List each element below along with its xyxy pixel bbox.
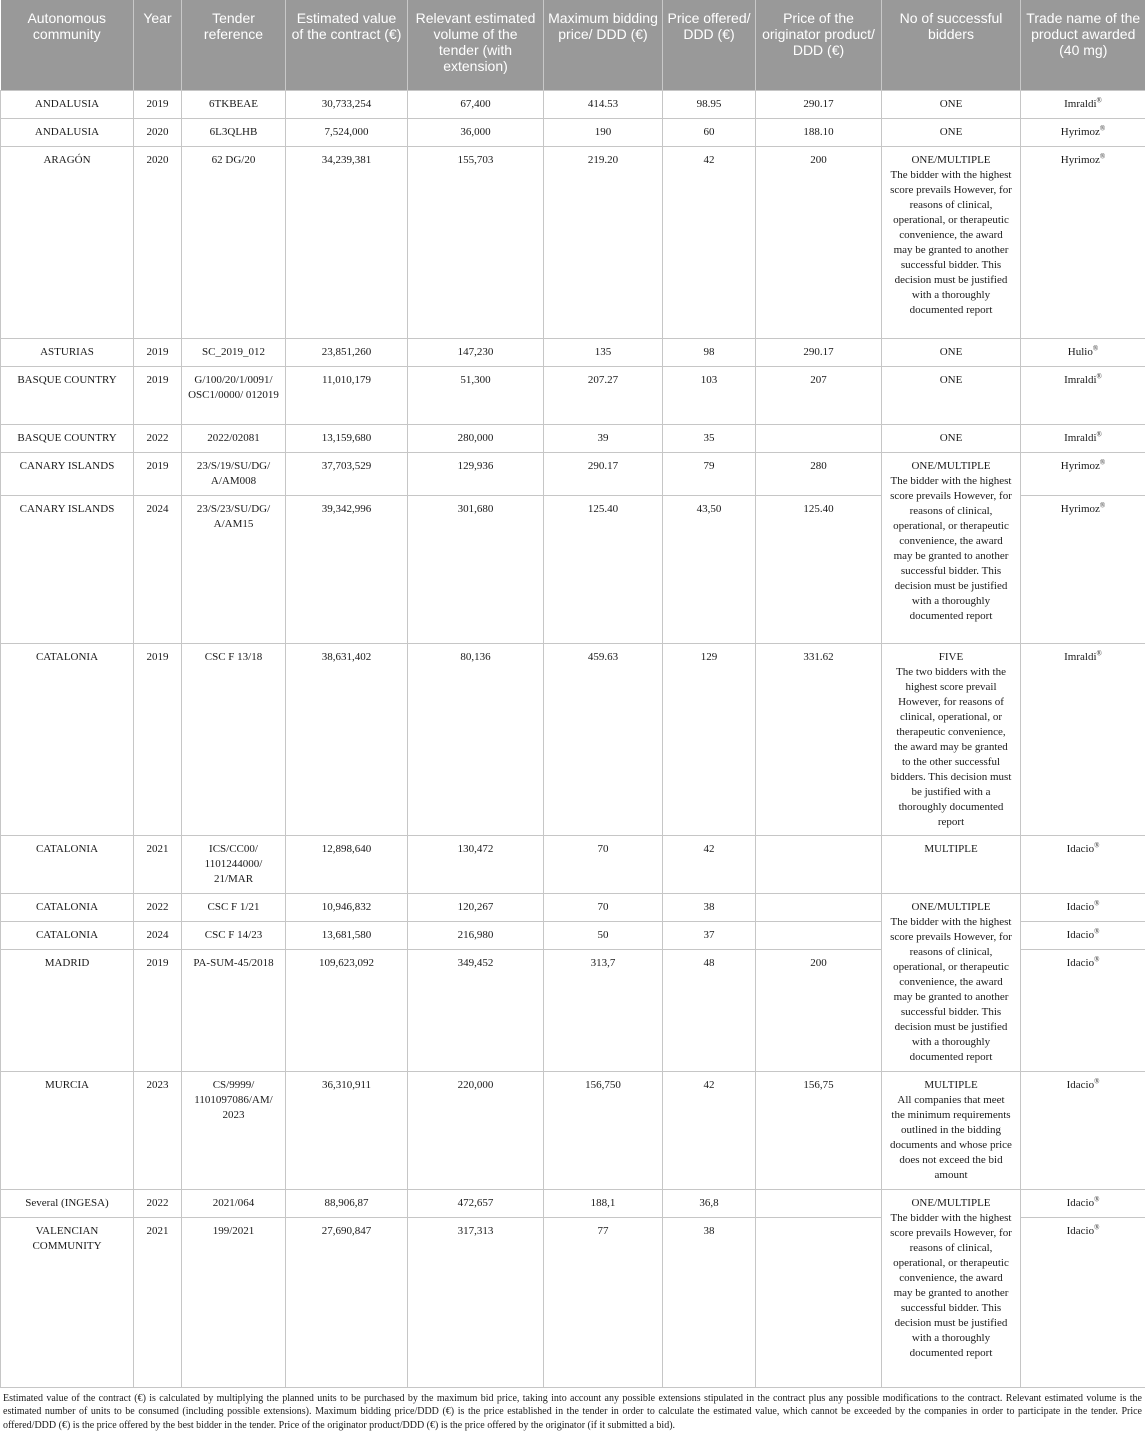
table-row <box>1 1189 1145 1217</box>
cell-tender: CSC F 14/23 <box>182 921 286 949</box>
cell-max-price: 50 <box>544 921 663 949</box>
bidders-count: ONE <box>939 345 963 358</box>
cell-bidders <box>882 146 1021 338</box>
cell-bidders <box>882 118 1021 146</box>
bidders-count: MULTIPLE <box>924 842 978 855</box>
cell-community: CATALONIA <box>1 893 134 921</box>
cell-tender: 6L3QLHB <box>182 118 286 146</box>
table-row <box>1 146 1145 338</box>
cell-offered: 42 <box>663 146 756 338</box>
col-header-max-price: Maximum bidding price/ DDD (€) <box>544 0 663 90</box>
cell-trade-name <box>1021 643 1145 835</box>
cell-trade-name <box>1021 1071 1145 1189</box>
cell-offered: 43,50 <box>663 495 756 643</box>
cell-offered: 42 <box>663 835 756 893</box>
registered-mark: ® <box>1099 151 1106 160</box>
bidders-note: The bidder with the highest score prevails However, for reasons of clinical, operational, or therapeutic convenience, the award may be granted to another successful bidder. This decision must be justified with a thoroughly documented report <box>890 168 1012 316</box>
cell-community: CATALONIA <box>1 921 134 949</box>
cell-originator: 200 <box>756 949 882 1071</box>
table-row <box>1 366 1145 424</box>
cell-trade-name <box>1021 146 1145 338</box>
cell-originator <box>756 1189 882 1217</box>
registered-mark: ® <box>1096 371 1102 380</box>
cell-community: Several (INGESA) <box>1 1189 134 1217</box>
cell-trade-name <box>1021 1189 1145 1217</box>
bidders-count: MULTIPLE <box>924 1078 978 1091</box>
cell-value: 10,946,832 <box>286 893 408 921</box>
cell-originator <box>756 921 882 949</box>
cell-value: 36,310,911 <box>286 1071 408 1189</box>
cell-trade-name <box>1021 424 1145 452</box>
cell-community: BASQUE COUNTRY <box>1 366 134 424</box>
cell-volume: 120,267 <box>408 893 544 921</box>
cell-year: 2021 <box>134 835 182 893</box>
cell-max-price: 70 <box>544 893 663 921</box>
cell-originator: 290.17 <box>756 338 882 366</box>
cell-trade-name <box>1021 366 1145 424</box>
cell-volume: 129,936 <box>408 452 544 495</box>
bidders-count: ONE/MULTIPLE <box>911 900 991 913</box>
cell-tender: G/100/20/1/0091/ OSC1/0000/ 012019 <box>182 366 286 424</box>
registered-mark: ® <box>1096 648 1102 657</box>
registered-mark: ® <box>1099 123 1106 132</box>
col-header-tender: Tender reference <box>182 0 286 90</box>
table-row <box>1 643 1145 835</box>
cell-tender: PA-SUM-45/2018 <box>182 949 286 1071</box>
col-header-offered: Price offered/ DDD (€) <box>663 0 756 90</box>
cell-volume: 301,680 <box>408 495 544 643</box>
table-row <box>1 118 1145 146</box>
cell-tender: SC_2019_012 <box>182 338 286 366</box>
cell-tender: 62 DG/20 <box>182 146 286 338</box>
table-row <box>1 90 1145 118</box>
cell-value: 34,239,381 <box>286 146 408 338</box>
bidders-count: FIVE <box>938 650 964 663</box>
registered-mark: ® <box>1094 1194 1100 1203</box>
registered-mark: ® <box>1099 500 1106 509</box>
cell-community: CATALONIA <box>1 643 134 835</box>
registered-mark: ® <box>1096 95 1102 104</box>
bidders-count: ONE/MULTIPLE <box>911 459 991 472</box>
table-row <box>1 452 1145 495</box>
col-header-value: Estimated value of the contract (€) <box>286 0 408 90</box>
cell-value: 12,898,640 <box>286 835 408 893</box>
cell-community: MURCIA <box>1 1071 134 1189</box>
cell-offered: 129 <box>663 643 756 835</box>
cell-bidders <box>882 1189 1021 1387</box>
cell-value: 38,631,402 <box>286 643 408 835</box>
cell-originator: 331.62 <box>756 643 882 835</box>
bidders-count: ONE <box>939 97 963 110</box>
cell-value: 109,623,092 <box>286 949 408 1071</box>
trade-name: Hyrimoz <box>1060 502 1100 515</box>
table-row <box>1 338 1145 366</box>
col-header-year: Year <box>134 0 182 90</box>
cell-volume: 349,452 <box>408 949 544 1071</box>
cell-year: 2024 <box>134 921 182 949</box>
cell-community: VALENCIAN COMMUNITY <box>1 1217 134 1387</box>
trade-name: Idacio <box>1066 1196 1095 1209</box>
cell-trade-name <box>1021 118 1145 146</box>
cell-community: ANDALUSIA <box>1 118 134 146</box>
cell-offered: 98 <box>663 338 756 366</box>
cell-max-price: 313,7 <box>544 949 663 1071</box>
cell-bidders <box>882 452 1021 643</box>
cell-offered: 35 <box>663 424 756 452</box>
cell-year: 2019 <box>134 90 182 118</box>
cell-originator: 280 <box>756 452 882 495</box>
cell-trade-name <box>1021 338 1145 366</box>
bidders-count: ONE <box>939 373 963 386</box>
cell-value: 23,851,260 <box>286 338 408 366</box>
cell-originator: 200 <box>756 146 882 338</box>
registered-mark: ® <box>1094 1222 1100 1231</box>
cell-community: ARAGÓN <box>1 146 134 338</box>
cell-max-price: 459.63 <box>544 643 663 835</box>
col-header-trade: Trade name of the product awarded (40 mg) <box>1021 0 1145 90</box>
bidders-note: The two bidders with the highest score prevail However, for reasons of clinical, operational, or therapeutic convenience, the award may be granted to the other successful bidders. This decision must be justified with a thoroughly documented report <box>890 665 1012 828</box>
cell-community: CANARY ISLANDS <box>1 452 134 495</box>
cell-originator <box>756 424 882 452</box>
cell-tender: 6TKBEAE <box>182 90 286 118</box>
trade-name: Imraldi <box>1064 431 1097 444</box>
cell-community: CANARY ISLANDS <box>1 495 134 643</box>
cell-year: 2023 <box>134 1071 182 1189</box>
cell-originator: 125.40 <box>756 495 882 643</box>
cell-max-price: 207.27 <box>544 366 663 424</box>
cell-originator: 207 <box>756 366 882 424</box>
cell-year: 2019 <box>134 949 182 1071</box>
cell-originator <box>756 1217 882 1387</box>
cell-year: 2024 <box>134 495 182 643</box>
trade-name: Idacio <box>1066 900 1095 913</box>
cell-year: 2019 <box>134 643 182 835</box>
cell-originator <box>756 835 882 893</box>
bidders-note: The bidder with the highest score prevails However, for reasons of clinical, operational, or therapeutic convenience, the award may be granted to another successful bidder. This decision must be justified with a thoroughly documented report <box>890 474 1012 622</box>
cell-bidders <box>882 366 1021 424</box>
cell-value: 30,733,254 <box>286 90 408 118</box>
cell-offered: 38 <box>663 893 756 921</box>
cell-bidders <box>882 338 1021 366</box>
cell-bidders <box>882 643 1021 835</box>
cell-max-price: 77 <box>544 1217 663 1387</box>
cell-offered: 98.95 <box>663 90 756 118</box>
cell-volume: 220,000 <box>408 1071 544 1189</box>
cell-bidders <box>882 893 1021 1071</box>
trade-name: Idacio <box>1066 1224 1095 1237</box>
cell-bidders <box>882 1071 1021 1189</box>
cell-max-price: 290.17 <box>544 452 663 495</box>
cell-year: 2019 <box>134 452 182 495</box>
trade-name: Idacio <box>1066 1078 1095 1091</box>
cell-originator: 188.10 <box>756 118 882 146</box>
registered-mark: ® <box>1094 1076 1100 1085</box>
cell-value: 27,690,847 <box>286 1217 408 1387</box>
cell-value: 11,010,179 <box>286 366 408 424</box>
cell-year: 2022 <box>134 1189 182 1217</box>
trade-name: Idacio <box>1066 842 1095 855</box>
bidders-count: ONE <box>939 431 963 444</box>
cell-value: 37,703,529 <box>286 452 408 495</box>
cell-offered: 60 <box>663 118 756 146</box>
cell-max-price: 156,750 <box>544 1071 663 1189</box>
cell-volume: 67,400 <box>408 90 544 118</box>
cell-community: ASTURIAS <box>1 338 134 366</box>
cell-volume: 216,980 <box>408 921 544 949</box>
cell-tender: CSC F 13/18 <box>182 643 286 835</box>
cell-trade-name <box>1021 835 1145 893</box>
cell-trade-name <box>1021 452 1145 495</box>
registered-mark: ® <box>1092 343 1099 352</box>
cell-tender: 23/S/19/SU/DG/ A/AM008 <box>182 452 286 495</box>
cell-tender: 2022/02081 <box>182 424 286 452</box>
registered-mark: ® <box>1094 840 1100 849</box>
bidders-count: ONE <box>939 125 963 138</box>
cell-value: 39,342,996 <box>286 495 408 643</box>
cell-max-price: 219.20 <box>544 146 663 338</box>
cell-value: 7,524,000 <box>286 118 408 146</box>
table-row <box>1 424 1145 452</box>
cell-volume: 80,136 <box>408 643 544 835</box>
cell-max-price: 70 <box>544 835 663 893</box>
registered-mark: ® <box>1094 954 1100 963</box>
trade-name: Idacio <box>1066 956 1095 969</box>
header-row <box>1 0 1145 90</box>
cell-max-price: 190 <box>544 118 663 146</box>
cell-bidders <box>882 424 1021 452</box>
cell-originator: 290.17 <box>756 90 882 118</box>
cell-offered: 37 <box>663 921 756 949</box>
registered-mark: ® <box>1094 898 1100 907</box>
cell-tender: CSC F 1/21 <box>182 893 286 921</box>
cell-community: CATALONIA <box>1 835 134 893</box>
cell-community: ANDALUSIA <box>1 90 134 118</box>
trade-name: Hulio <box>1067 345 1093 358</box>
cell-year: 2019 <box>134 366 182 424</box>
cell-bidders <box>882 835 1021 893</box>
table-row <box>1 835 1145 893</box>
cell-offered: 36,8 <box>663 1189 756 1217</box>
cell-bidders <box>882 90 1021 118</box>
cell-offered: 103 <box>663 366 756 424</box>
trade-name: Idacio <box>1066 928 1095 941</box>
cell-trade-name <box>1021 90 1145 118</box>
trade-name: Hyrimoz <box>1060 125 1100 138</box>
cell-originator: 156,75 <box>756 1071 882 1189</box>
bidders-note: The bidder with the highest score prevails However, for reasons of clinical, operational, or therapeutic convenience, the award may be granted to another successful bidder. This decision must be justified with a thoroughly documented report <box>890 1211 1012 1359</box>
bidders-note: All companies that meet the minimum requirements outlined in the bidding documents and whose price does not exceed the bid amount <box>890 1093 1012 1181</box>
cell-volume: 130,472 <box>408 835 544 893</box>
cell-trade-name <box>1021 949 1145 1071</box>
cell-year: 2022 <box>134 424 182 452</box>
cell-volume: 155,703 <box>408 146 544 338</box>
cell-year: 2020 <box>134 118 182 146</box>
cell-offered: 48 <box>663 949 756 1071</box>
trade-name: Imraldi <box>1064 97 1097 110</box>
cell-volume: 51,300 <box>408 366 544 424</box>
cell-offered: 42 <box>663 1071 756 1189</box>
trade-name: Imraldi <box>1064 373 1097 386</box>
trade-name: Hyrimoz <box>1060 459 1100 472</box>
cell-year: 2022 <box>134 893 182 921</box>
cell-year: 2019 <box>134 338 182 366</box>
bidders-count: ONE/MULTIPLE <box>911 153 991 166</box>
table-row <box>1 893 1145 921</box>
cell-offered: 79 <box>663 452 756 495</box>
cell-value: 13,681,580 <box>286 921 408 949</box>
cell-tender: 199/2021 <box>182 1217 286 1387</box>
cell-trade-name <box>1021 495 1145 643</box>
cell-value: 88,906,87 <box>286 1189 408 1217</box>
cell-originator <box>756 893 882 921</box>
cell-tender: ICS/CC00/ 1101244000/ 21/MAR <box>182 835 286 893</box>
table-body <box>1 90 1145 1387</box>
trade-name: Imraldi <box>1064 650 1097 663</box>
cell-volume: 147,230 <box>408 338 544 366</box>
registered-mark: ® <box>1094 926 1100 935</box>
registered-mark: ® <box>1096 429 1102 438</box>
cell-trade-name <box>1021 1217 1145 1387</box>
cell-trade-name <box>1021 893 1145 921</box>
bidders-note: The bidder with the highest score prevails However, for reasons of clinical, operational, or therapeutic convenience, the award may be granted to another successful bidder. This decision must be justified with a thoroughly documented report <box>890 915 1012 1063</box>
cell-year: 2021 <box>134 1217 182 1387</box>
cell-volume: 472,657 <box>408 1189 544 1217</box>
table-row <box>1 1071 1145 1189</box>
cell-volume: 280,000 <box>408 424 544 452</box>
cell-max-price: 39 <box>544 424 663 452</box>
cell-value: 13,159,680 <box>286 424 408 452</box>
cell-offered: 38 <box>663 1217 756 1387</box>
cell-tender: 2021/064 <box>182 1189 286 1217</box>
cell-community: MADRID <box>1 949 134 1071</box>
cell-year: 2020 <box>134 146 182 338</box>
cell-max-price: 188,1 <box>544 1189 663 1217</box>
cell-tender: 23/S/23/SU/DG/ A/AM15 <box>182 495 286 643</box>
col-header-originator: Price of the originator product/ DDD (€) <box>756 0 882 90</box>
col-header-volume: Relevant estimated volume of the tender (with extension) <box>408 0 544 90</box>
cell-volume: 36,000 <box>408 118 544 146</box>
cell-community: BASQUE COUNTRY <box>1 424 134 452</box>
cell-tender: CS/9999/ 1101097086/AM/ 2023 <box>182 1071 286 1189</box>
registered-mark: ® <box>1099 457 1106 466</box>
cell-trade-name <box>1021 921 1145 949</box>
col-header-community: Autonomous community <box>1 0 134 90</box>
cell-max-price: 414.53 <box>544 90 663 118</box>
cell-volume: 317,313 <box>408 1217 544 1387</box>
col-header-bidders: No of successful bidders <box>882 0 1021 90</box>
trade-name: Hyrimoz <box>1060 153 1100 166</box>
table-footnote: Estimated value of the contract (€) is calculated by multiplying the planned units to be purchased by the maximum bid price, taking into account any possible extensions stipulated in the contract plus any possible modifications to the contract. Relevant estimated volume is the estimated number of units to be consumed (including possible extensions). Maximum bidding price/DDD (€) is the price established in the tender in order to calculate the estimated value, which cannot be exceeded by the companies in order to participate in the tender. Price offered/DDD (€) is the price offered by the best bidder in the tender. Price of the originator product/DDD (€) is the price offered by the originator (if it submitted a bid). <box>3 1392 1142 1431</box>
bidders-count: ONE/MULTIPLE <box>911 1196 991 1209</box>
cell-max-price: 135 <box>544 338 663 366</box>
cell-max-price: 125.40 <box>544 495 663 643</box>
